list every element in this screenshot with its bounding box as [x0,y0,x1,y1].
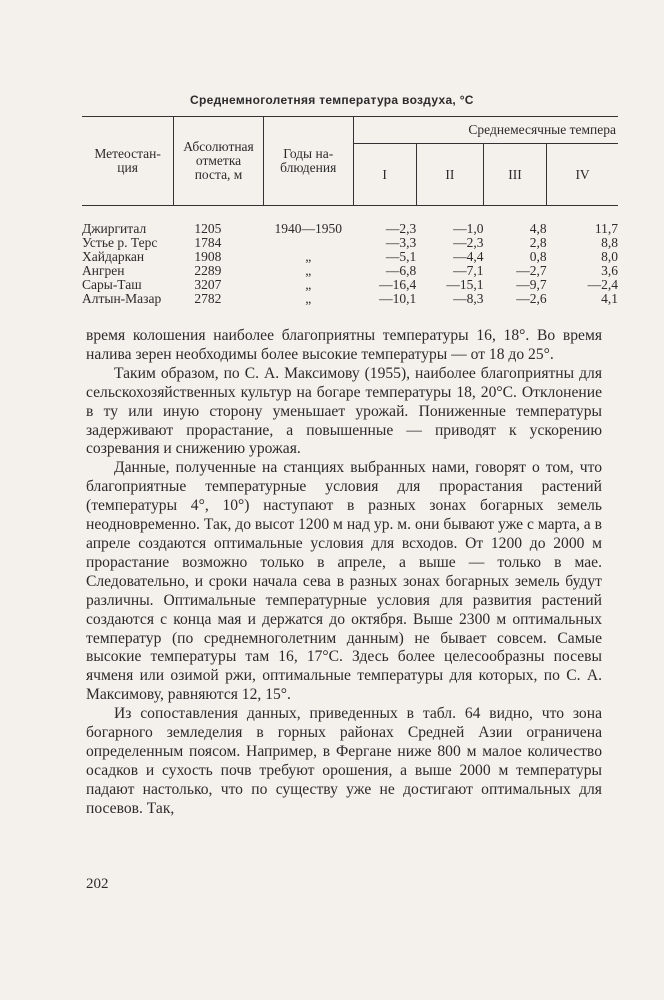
header-station: Метеостан- ция [82,117,174,206]
station-name: Сары-Таш [82,277,142,292]
temp-month-1: —16,4 [379,277,417,292]
paragraph: Данные, полученные на станциях выбранных нами, говорят о том, что благоприятные температурные условия для прорастания растений (температуры 4°, 10°) наступают в разных зонах богарных земель неодновременно. Так, до высот 1200 м над ур. м. они бывают уже с марта, а в апреле создаются оптимальные условия для всходов. От 1200 до 2000 м прорастание возможно только в апреле, а выше — только в мае. Следовательно, и сроки начала сева в разных зонах богарных земель будут различны. Оптимальные температурные условия для развития растений создаются с конца мая и держатся до октября. Выше 2300 м оптимальных температур (по среднемноголетним данным) не бывает совсем. Самые высокие температуры там 16, 17°С. Здесь более целесообразны посевы ячменя или озимой ржи, оптимальные температуры для которых, по С. А. Максимову, равняются 12, 15°. [86,459,602,704]
page-number: 202 [86,876,109,892]
temp-month-3: 0,8 [529,249,547,264]
temp-month-1: —6,8 [385,263,417,278]
temp-month-3: —9,7 [516,277,547,292]
temp-month-3: 2,8 [529,235,547,250]
temp-month-4: 3,6 [601,263,618,278]
header-monthly-group: Среднемесячные темпера [353,117,618,144]
station-name: Хайдаркан [82,249,145,264]
temp-month-1: —10,1 [379,291,417,306]
station-elevation: 2782 [194,291,222,306]
temp-month-3: —2,7 [516,263,547,278]
station-elevation: 1784 [194,235,222,250]
temp-month-2: —1,0 [453,221,484,236]
header-years: Годы на- блюдения [263,117,353,206]
temp-month-4: —2,4 [587,277,618,292]
temp-month-1: —5,1 [385,249,417,264]
temp-month-2: —7,1 [453,263,484,278]
table-row [82,236,618,250]
table-title: Среднемноголетняя температура воздуха, °С [190,93,474,107]
temp-month-1: —2,3 [385,221,417,236]
header-month-2: II [416,144,483,206]
temp-month-2: —4,4 [453,249,484,264]
table-row [82,278,618,292]
station-years: „ [305,249,312,264]
table-row [82,264,618,278]
station-name: Устье р. Терс [82,235,158,250]
header-elevation: Абсолютная отметка поста, м [174,117,264,206]
station-elevation: 3207 [194,277,222,292]
temp-month-4: 8,0 [601,249,618,264]
table-row [82,250,618,264]
paragraph: время колошения наиболее благоприятны температуры 16, 18°. Во время налива зерен необходимы более высокие температуры — от 18 до 25°. [86,327,602,363]
temp-month-3: —2,6 [516,291,547,306]
temperature-table [82,116,618,306]
temp-month-2: —8,3 [453,291,484,306]
temp-month-4: 8,8 [601,235,618,250]
station-years: „ [305,291,312,306]
header-month-3: III [483,144,546,206]
station-years: „ [305,263,312,278]
station-name: Ангрен [82,263,125,278]
temp-month-3: 4,8 [529,221,547,236]
station-elevation: 1908 [194,249,222,264]
header-month-1: I [353,144,416,206]
temp-month-1: —3,3 [385,235,417,250]
station-elevation: 2289 [194,263,222,278]
paragraph: Таким образом, по С. А. Максимову (1955), наиболее благоприятны для сельскохозяйственных культур на богаре температуры 18, 20°С. Отклонение в ту или иную сторону уменьшает урожай. Пониженные температуры задерживают прорастание, а повышенные — приводят к ускорению созревания и снижению урожая. [86,364,602,458]
paragraph: Из сопоставления данных, приведенных в табл. 64 видно, что зона богарного земледелия в горных районах Средней Азии ограничена определенным поясом. Например, в Фергане ниже 800 м малое количество осадков и сухость почв требуют орошения, а выше 2000 м температуры падают настолько, что по существу уже не достигают оптимальных для посевов. Так, [86,705,602,817]
body-text [86,327,602,819]
temp-month-4: 11,7 [594,221,618,236]
station-name: Джиргитал [82,221,147,236]
temp-month-2: —15,1 [446,277,484,292]
station-elevation: 1205 [194,221,222,236]
station-years: „ [305,277,312,292]
header-month-4: IV [547,144,618,206]
station-name: Алтын-Мазар [82,291,162,306]
temp-month-4: 4,1 [601,291,618,306]
table-row [82,222,618,236]
temp-month-2: —2,3 [453,235,484,250]
table-row [82,292,618,306]
station-years: 1940—1950 [274,221,342,236]
station-years [263,236,353,250]
